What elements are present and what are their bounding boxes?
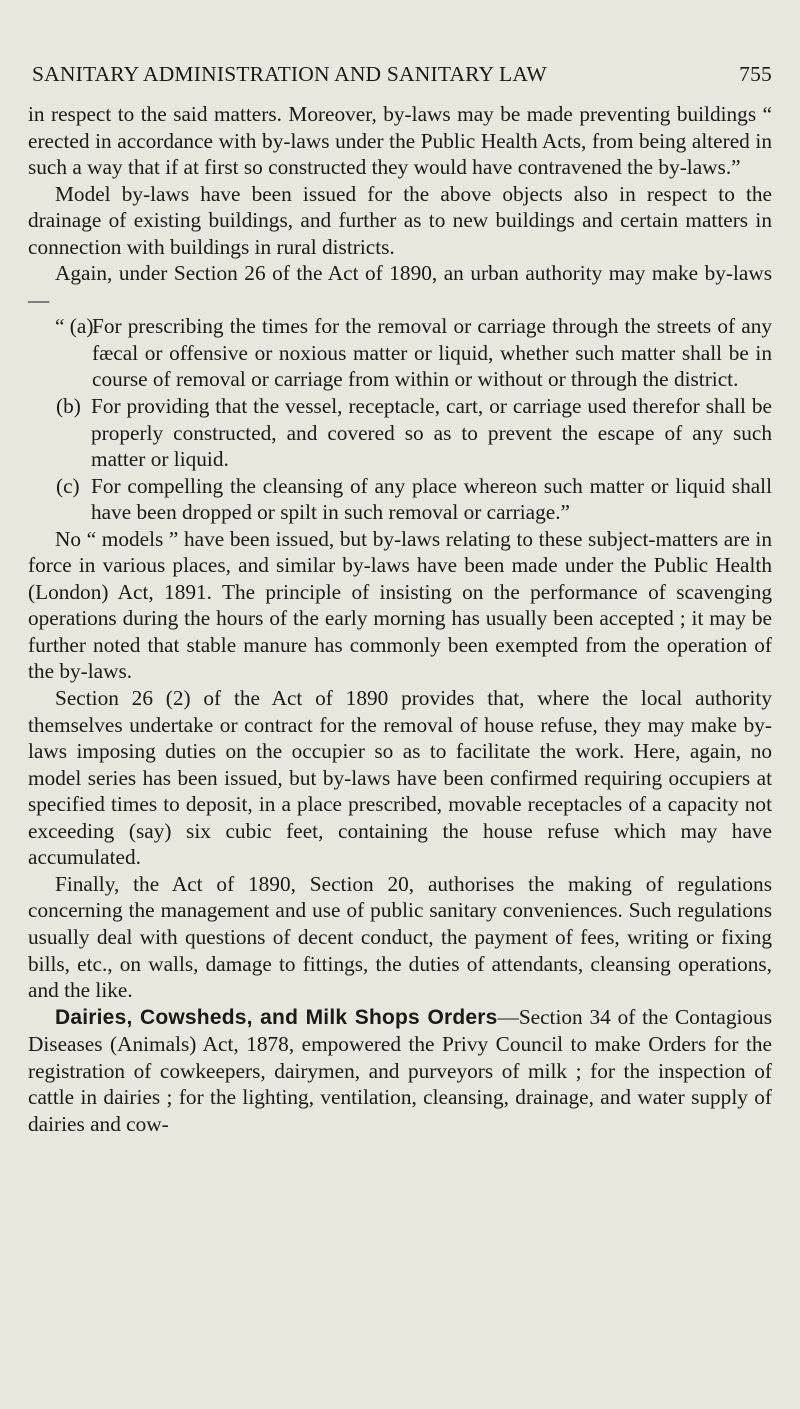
paragraph-dairies-text: —Section 34 of the Contagious Diseases (Animals) Act, 1878, empowered the Privy Council to make Orders for the registration of cowkeepers, dairymen, and purveyors of milk ; for the inspection of cattle in dairies ; for the lighting, ventilation, cleansing, drainage, and water supply of dairies and cow- [28, 1004, 772, 1136]
clause-c-text: For compelling the cleansing of any place whereon such matter or liquid shall have been dropped or spilt in such removal or carriage.” [91, 473, 772, 525]
running-header [32, 62, 772, 87]
body-text [28, 101, 772, 1137]
clause-a [28, 313, 772, 393]
clause-b [28, 393, 772, 473]
paragraph-no-models: No “ models ” have been issued, but by-laws relating to these subject-matters are in force in various places, and similar by-laws have been made under the Public Health (London) Act, 1891. The principle of insisting on the performance of scavenging operations during the hours of the early morning has usually been accepted ; it may be further noted that stable manure has commonly been exempted from the operation of the by-laws. [28, 526, 772, 684]
clause-b-text: For providing that the vessel, receptacle, cart, or carriage used therefor shall be properly constructed, and covered so as to prevent the escape of any such matter or liquid. [91, 394, 772, 472]
paragraph-house-refuse: Section 26 (2) of the Act of 1890 provides that, where the local authority themselves undertake or contract for the removal of house refuse, they may make by-laws imposing duties on the occupier so as to facilitate the work. Here, again, no model series has been issued, but by-laws have been confirmed requiring occupiers at specified times to deposit, in a place prescribed, movable receptacles of a capacity not exceeding (say) six cubic feet, containing the house refuse which may have accumulated. [28, 686, 772, 870]
section-heading-dairies: Dairies, Cowsheds, and Milk Shops Orders [55, 1005, 498, 1029]
paragraph-section-26: Again, under Section 26 of the Act of 1890, an urban authority may make by-laws— [28, 261, 772, 312]
paragraph-sanitary-conveniences: Finally, the Act of 1890, Section 20, authorises the making of regulations concerning the management and use of public sanitary conveniences. Such regulations usually deal with questions of decent conduct, the payment of fees, writing or fixing bills, etc., on walls, damage to fittings, the duties of attendants, cleansing operations, and the like. [28, 871, 772, 1003]
clause-a-text: For prescribing the times for the removal or carriage through the streets of any fæcal or offensive or noxious matter or liquid, whether such matter shall be in course of removal or carriage from within or without or through the district. [92, 314, 772, 392]
paragraph-model-by-laws: Model by-laws have been issued for the above objects also in respect to the drainage of existing buildings, and further as to new buildings and certain matters in connection with buildings in rural districts. [28, 181, 772, 259]
clause-b-label: (b) [56, 394, 81, 419]
running-header-title: SANITARY ADMINISTRATION AND SANITARY LAW [32, 62, 547, 86]
page-number: 755 [739, 62, 772, 86]
clause-c [28, 473, 772, 526]
clause-a-label: “ (a) [55, 314, 94, 339]
clause-c-label: (c) [56, 473, 80, 498]
paragraph-dairies [28, 1004, 772, 1138]
paragraph-continued: in respect to the said matters. Moreover, by-laws may be made preventing buildings “ erected in accordance with by-laws under the Public Health Acts, from being altered in such a way that if at first so constructed they would have contravened the by-laws.” [28, 102, 772, 180]
